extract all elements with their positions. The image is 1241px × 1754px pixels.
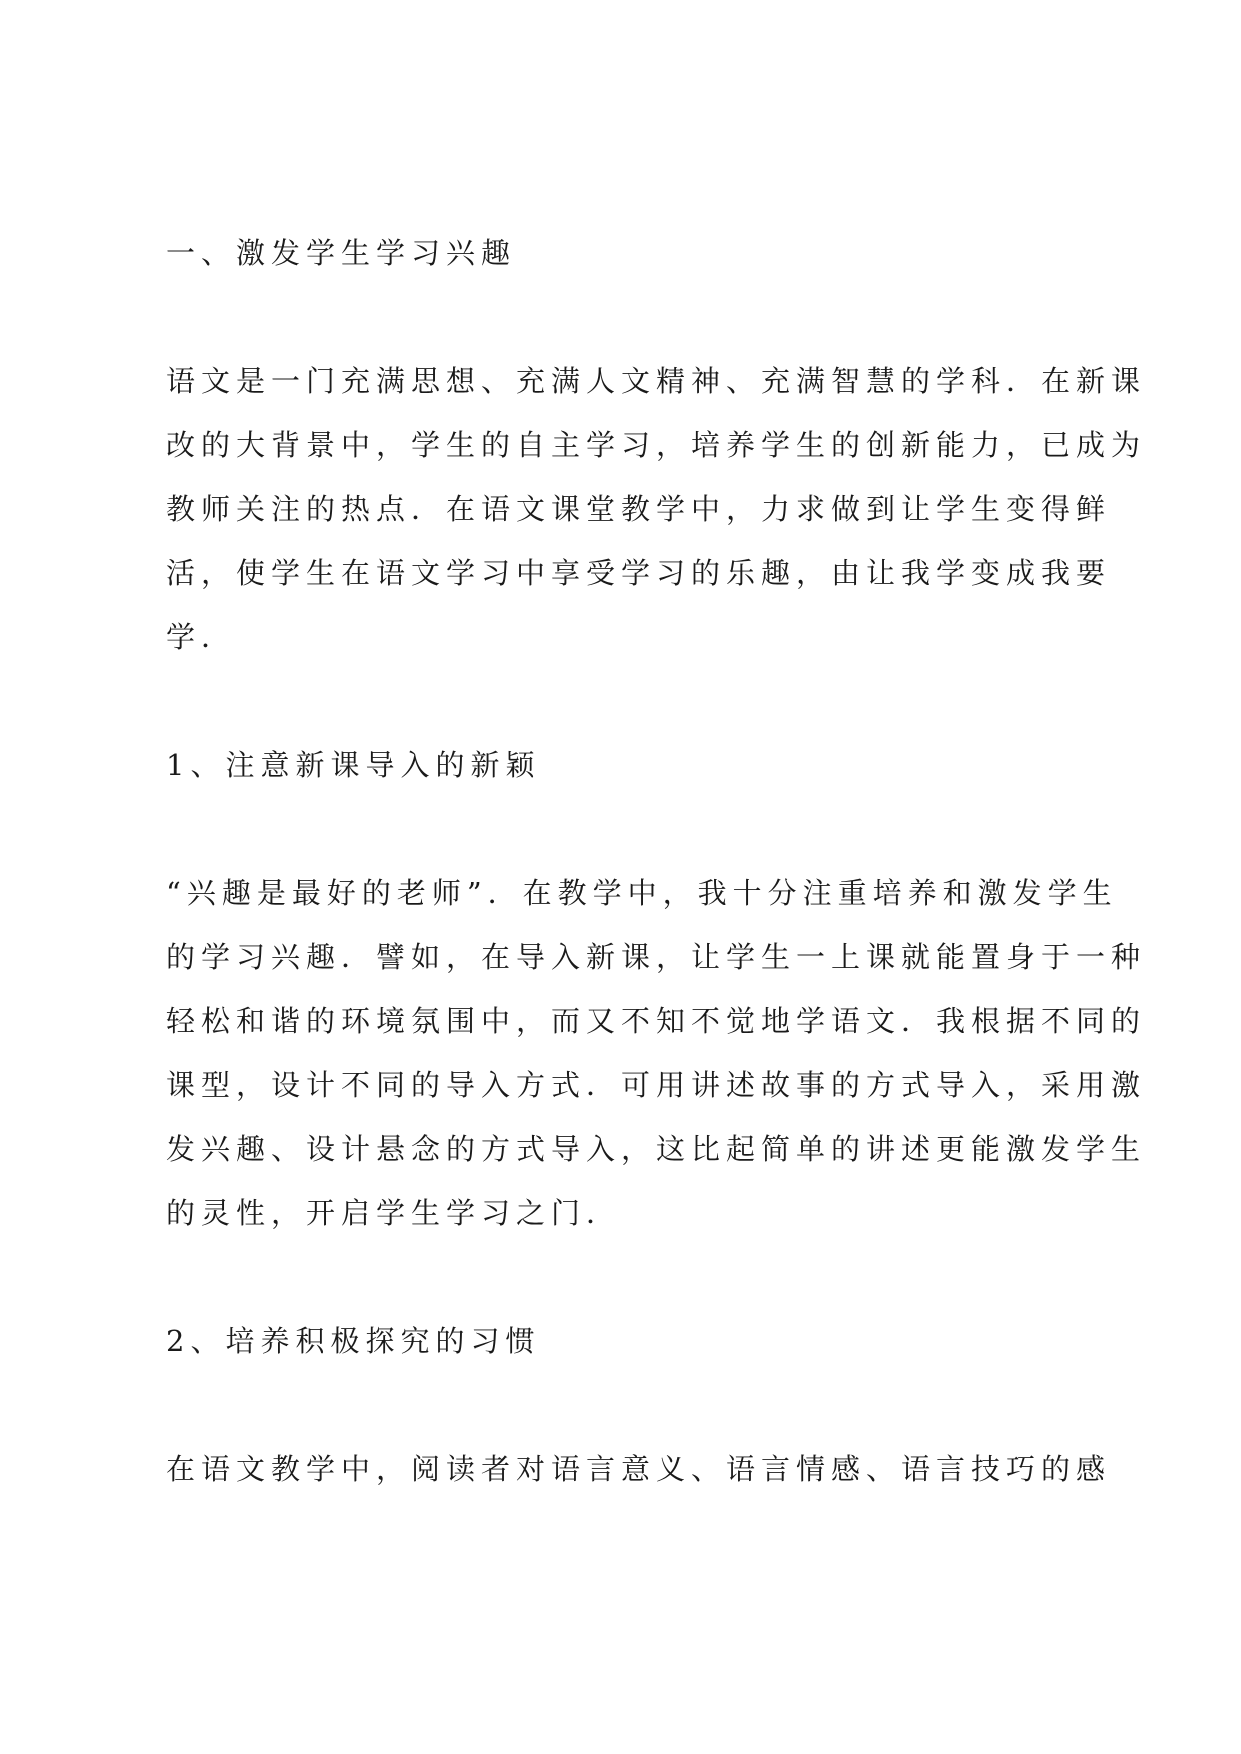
paragraph-line: 活，使学生在语文学习中享受学习的乐趣，由让我学变成我要 xyxy=(166,556,1112,590)
paragraph-line: 改的大背景中，学生的自主学习，培养学生的创新能力，已成为 xyxy=(166,428,1147,462)
paragraph-line: 的灵性，开启学生学习之门． xyxy=(166,1196,622,1230)
paragraph-line: 课型，设计不同的导入方式．可用讲述故事的方式导入，采用激 xyxy=(166,1068,1147,1102)
subheading-2: 2、培养积极探究的习惯 xyxy=(166,1324,541,1358)
paragraph-line: 发兴趣、设计悬念的方式导入，这比起简单的讲述更能激发学生 xyxy=(166,1132,1147,1166)
paragraph-line: 轻松和谐的环境氛围中，而又不知不觉地学语文．我根据不同的 xyxy=(166,1004,1147,1038)
paragraph-line: 的学习兴趣．譬如，在导入新课，让学生一上课就能置身于一种 xyxy=(166,940,1147,974)
paragraph-line: 教师关注的热点．在语文课堂教学中，力求做到让学生变得鲜 xyxy=(166,492,1112,526)
paragraph-line: 学． xyxy=(166,620,237,654)
paragraph-line: 在语文教学中，阅读者对语言意义、语言情感、语言技巧的感 xyxy=(166,1452,1112,1486)
section-heading: 一、激发学生学习兴趣 xyxy=(166,236,517,270)
paragraph-line: 语文是一门充满思想、充满人文精神、充满智慧的学科．在新课 xyxy=(166,364,1147,398)
paragraph-line: “兴趣是最好的老师”．在教学中，我十分注重培养和激发学生 xyxy=(166,876,1118,910)
subheading-1: 1、注意新课导入的新颖 xyxy=(166,748,541,782)
